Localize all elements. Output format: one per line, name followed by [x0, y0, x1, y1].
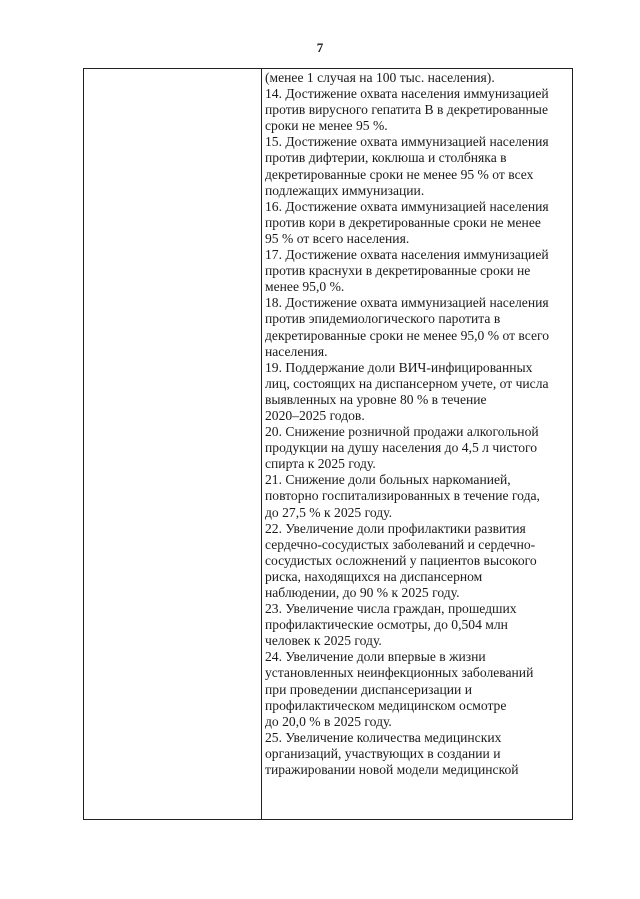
table-left-cell	[84, 69, 262, 819]
text-line: против вирусного гепатита В в декретированные	[265, 102, 548, 118]
text-line: против кори в декретированные сроки не менее	[265, 214, 541, 230]
text-line: 20. Снижение розничной продажи алкогольной	[265, 424, 539, 440]
text-line: 21. Снижение доли больных наркоманией,	[265, 472, 511, 488]
list-item	[265, 424, 568, 472]
text-line: населения.	[265, 343, 328, 359]
list-item	[265, 360, 568, 424]
text-line: подлежащих иммунизации.	[265, 182, 425, 198]
text-line: человек к 2025 году.	[265, 633, 382, 649]
text-line: против эпидемиологического паротита в	[265, 311, 501, 327]
text-line: 22. Увеличение доли профилактики развития	[265, 520, 526, 536]
text-line: наблюдении, до 90 % к 2025 году.	[265, 585, 460, 600]
list-item	[265, 70, 568, 86]
text-line: 23. Увеличение числа граждан, прошедших	[265, 601, 517, 617]
text-line: профилактические осмотры, до 0,504 млн	[265, 617, 508, 633]
text-line: повторно госпитализированных в течение года,	[265, 488, 540, 504]
list-item	[265, 649, 568, 729]
text-line: 19. Поддержание доли ВИЧ-инфицированных	[265, 359, 533, 375]
list-item	[265, 472, 568, 520]
list-item	[265, 247, 568, 295]
text-line: при проведении диспансеризации и	[265, 681, 472, 697]
text-line: (менее 1 случая на 100 тыс. населения).	[265, 70, 495, 85]
list-item	[265, 199, 568, 247]
text-line: лиц, состоящих на диспансерном учете, от числа	[265, 375, 549, 391]
text-line: декретированные сроки не менее 95,0 % от всего	[265, 327, 550, 343]
page-number: 7	[316, 40, 324, 55]
list-item	[265, 521, 568, 601]
text-line: сердечно-сосудистых заболеваний и сердечно-	[265, 536, 536, 552]
text-line: тиражировании новой модели медицинской	[265, 762, 519, 778]
text-line: организаций, участвующих в создании и	[265, 745, 501, 761]
text-line: профилактическом медицинском осмотре	[265, 697, 507, 713]
list-item	[265, 86, 568, 134]
text-line: 15. Достижение охвата иммунизацией населения	[265, 134, 549, 150]
text-line: до 27,5 % к 2025 году.	[265, 504, 393, 520]
text-line: 14. Достижение охвата населения иммунизацией	[265, 86, 549, 102]
list-item	[265, 730, 568, 778]
table-right-cell	[262, 69, 572, 819]
text-line: 17. Достижение охвата населения иммунизацией	[265, 247, 549, 263]
text-line: 2020–2025 годов.	[265, 407, 365, 423]
text-line: 24. Увеличение доли впервые в жизни	[265, 649, 486, 665]
text-line: менее 95,0 %.	[265, 279, 345, 295]
text-line: 18. Достижение охвата иммунизацией населения	[265, 295, 549, 311]
text-line: 95 % от всего населения.	[265, 230, 410, 246]
list-item	[265, 601, 568, 649]
text-line: сосудистых осложнений у пациентов высокого	[265, 552, 537, 568]
text-line: спирта к 2025 году.	[265, 456, 376, 472]
text-line: против дифтерии, коклюша и столбняка в	[265, 150, 507, 166]
list-item	[265, 295, 568, 359]
text-line: установленных неинфекционных заболеваний	[265, 665, 534, 681]
text-line: продукции на душу населения до 4,5 л чистого	[265, 440, 538, 456]
text-line: 25. Увеличение количества медицинских	[265, 729, 502, 745]
list-item	[265, 134, 568, 198]
content-table	[83, 68, 573, 820]
text-line: выявленных на уровне 80 % в течение	[265, 391, 487, 407]
text-line: против краснухи в декретированные сроки не	[265, 263, 531, 279]
text-line: сроки не менее 95 %.	[265, 118, 388, 134]
text-line: до 20,0 % в 2025 году.	[265, 713, 392, 729]
text-line: 16. Достижение охвата иммунизацией населения	[265, 198, 549, 214]
text-line: декретированные сроки не менее 95 % от всех	[265, 166, 534, 182]
text-line: риска, находящихся на диспансерном	[265, 568, 483, 584]
